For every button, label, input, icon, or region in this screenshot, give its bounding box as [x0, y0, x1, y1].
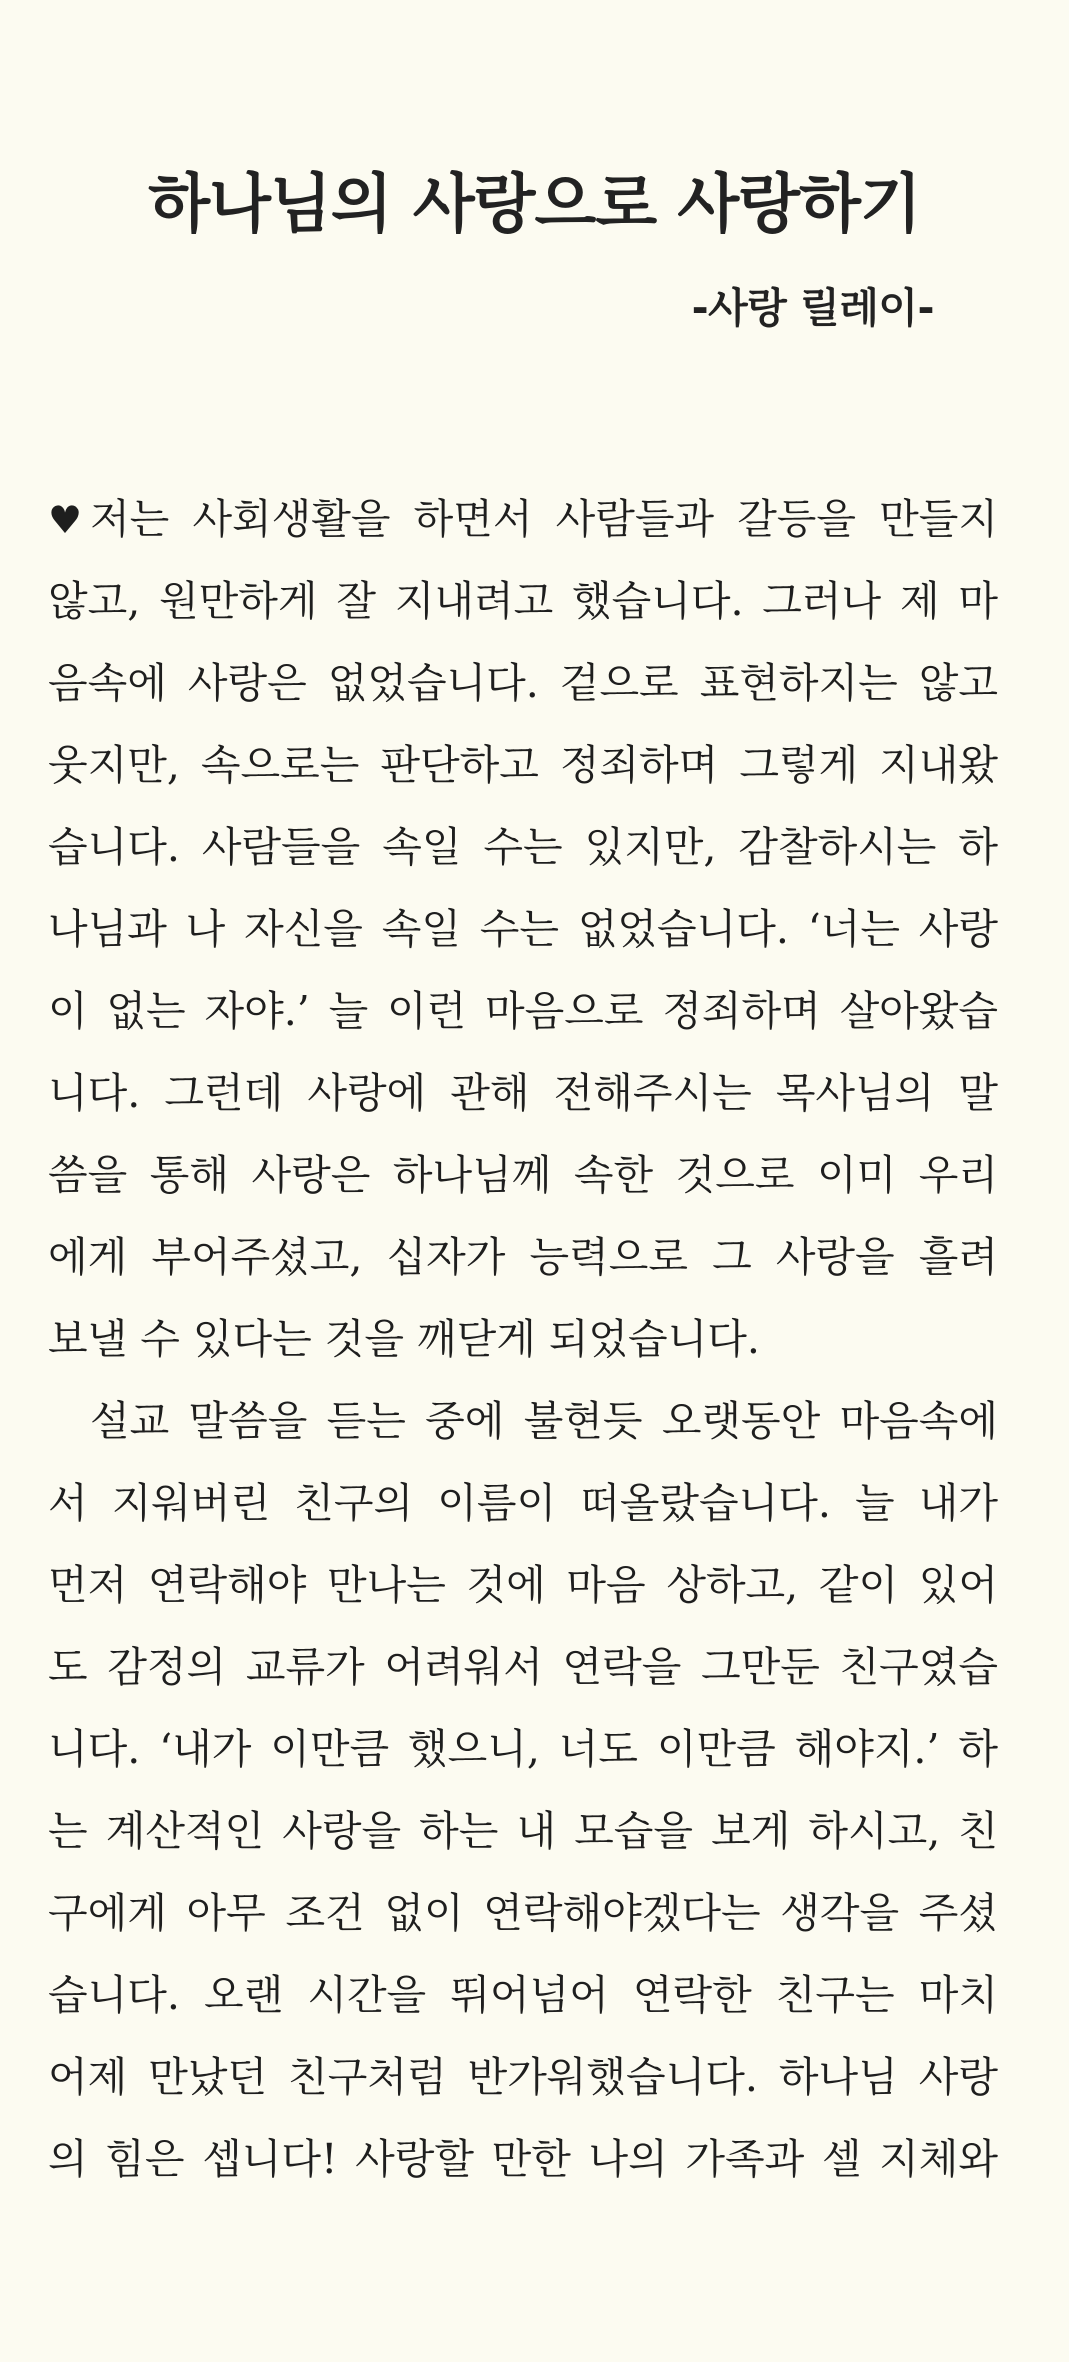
- text-line: 습니다. 오랜 시간을 뛰어넘어 연락한 친구는 마치: [48, 1971, 998, 2019]
- text-line: ♥ 저는 사회생활을 하면서 사람들과 갈등을 만들지: [48, 478, 998, 560]
- text-line: 도 감정의 교류가 어려워서 연락을 그만둔 친구였습: [48, 1643, 998, 1691]
- text-line: 않고, 원만하게 잘 지내려고 했습니다. 그러나 제 마: [48, 577, 998, 625]
- text-line: 의 힘은 셉니다! 사랑할 만한 나의 가족과 셀 지체와: [48, 2135, 998, 2183]
- text-line: 구에게 아무 조건 없이 연락해야겠다는 생각을 주셨: [48, 1889, 998, 1937]
- text-line: 설교 말씀을 듣는 중에 불현듯 오랫동안 마음속에: [90, 1397, 998, 1445]
- document-body: [48, 478, 998, 2200]
- text-line: 먼저 연락해야 만나는 것에 마음 상하고, 같이 있어: [48, 1561, 998, 1609]
- text-line: 씀을 통해 사랑은 하나님께 속한 것으로 이미 우리: [48, 1151, 998, 1199]
- document-title: 하나님의 사랑으로 사랑하기: [148, 168, 921, 242]
- text-line: 웃지만, 속으로는 판단하고 정죄하며 그렇게 지내왔: [48, 741, 998, 789]
- text-line: 서 지워버린 친구의 이름이 떠올랐습니다. 늘 내가: [48, 1479, 998, 1527]
- paragraph-1: [48, 478, 998, 1380]
- text-line: 는 계산적인 사랑을 하는 내 모습을 보게 하시고, 친: [48, 1807, 998, 1855]
- text-line: 니다. ‘내가 이만큼 했으니, 너도 이만큼 해야지.’ 하: [48, 1725, 998, 1773]
- document-subtitle: -사랑 릴레이-: [691, 284, 934, 332]
- text-line: 보낼 수 있다는 것을 깨닫게 되었습니다.: [48, 1315, 760, 1363]
- text-line: 어제 만났던 친구처럼 반가워했습니다. 하나님 사랑: [48, 2053, 998, 2101]
- text-line: 습니다. 사람들을 속일 수는 있지만, 감찰하시는 하: [48, 823, 998, 871]
- text-line: 음속에 사랑은 없었습니다. 겉으로 표현하지는 않고: [48, 659, 998, 707]
- text-line: 에게 부어주셨고, 십자가 능력으로 그 사랑을 흘려: [48, 1233, 998, 1281]
- heart-icon: ♥: [48, 498, 83, 542]
- text-line: 이 없는 자야.’ 늘 이런 마음으로 정죄하며 살아왔습: [48, 987, 998, 1035]
- text-line: 나님과 나 자신을 속일 수는 없었습니다. ‘너는 사랑: [48, 905, 998, 953]
- text-line: 니다. 그런데 사랑에 관해 전해주시는 목사님의 말: [48, 1069, 998, 1117]
- paragraph-2: [48, 1380, 998, 2200]
